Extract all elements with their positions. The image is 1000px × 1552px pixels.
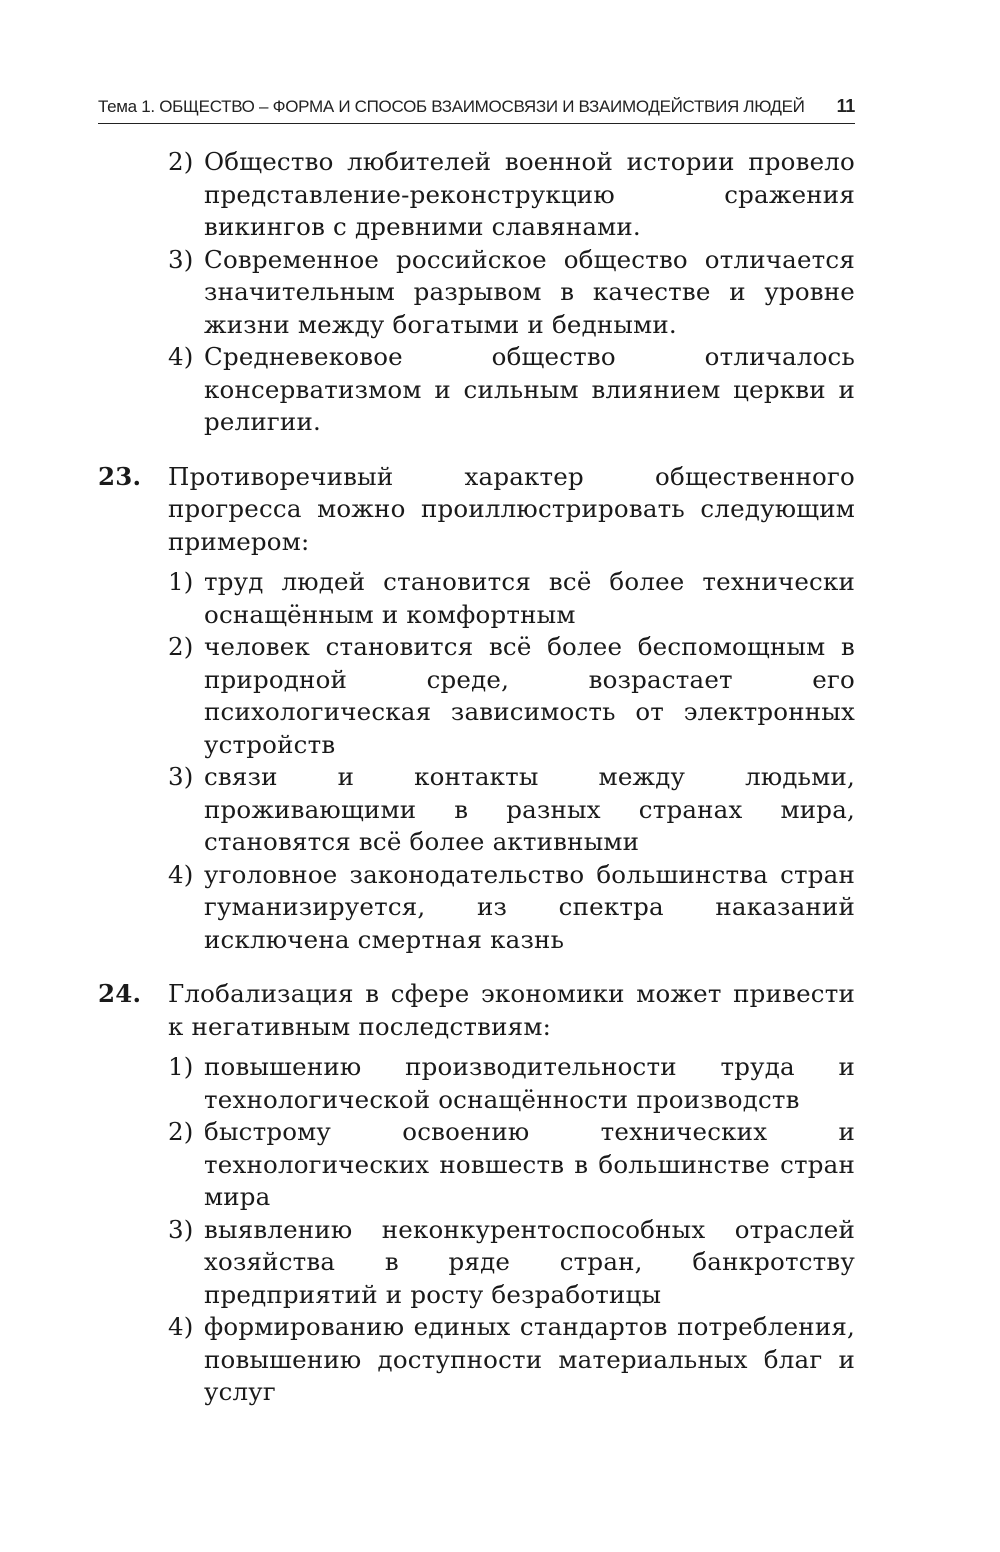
question-23 [98,461,855,957]
page-body [98,146,855,1409]
question-number: 24. [98,979,142,1008]
option-number: 4) [168,342,194,371]
option-number: 2) [168,1117,194,1146]
question-number: 23. [98,461,142,491]
option-text: формированию единых стандартов потребления, повышению доступности материальных благ и услуг [204,1312,855,1406]
option-item [168,859,855,957]
running-header-title: Тема 1. ОБЩЕСТВО – ФОРМА И СПОСОБ ВЗАИМОСВЯЗИ И ВЗАИМОДЕЙСТВИЯ ЛЮДЕЙ [98,97,805,116]
option-text: связи и контакты между людьми, проживающими в разных странах мира, становятся всё более активными [204,762,855,856]
option-item [168,1214,855,1312]
option-text: человек становится всё более беспомощным в природной среде, возрастает его психологическая зависимость от электронных устройств [204,632,855,759]
option-text: труд людей становится всё более технически оснащённым и комфортным [204,567,855,629]
running-header [98,96,855,124]
option-number: 4) [168,859,194,889]
question-text: Противоречивый характер общественного прогресса можно проиллюстрировать следующим примером: [168,461,855,556]
continued-options-list [98,146,855,439]
option-number: 4) [168,1312,194,1341]
question-header [98,978,855,1043]
question-24 [98,978,855,1409]
option-text: Средневековое общество отличалось консерватизмом и сильным влиянием церкви и религии. [204,342,855,436]
option-item [168,1116,855,1214]
option-text: повышению производительности труда и технологической оснащённости производств [204,1052,855,1114]
page-number: 11 [836,96,855,116]
option-number: 2) [168,632,194,661]
option-text: Современное российское общество отличается значительным разрывом в качестве и уровне жизни между богатыми и бедными. [204,244,855,339]
option-item [168,244,855,342]
option-number: 3) [168,244,194,274]
option-item [168,1311,855,1409]
option-text: Общество любителей военной истории провело представление-реконструкцию сражения викингов с древними славянами. [204,147,855,241]
option-item [168,1051,855,1116]
option-text: быстрому освоению технических и технологических новшеств в большинстве стран мира [204,1117,855,1211]
question-header [98,461,855,559]
option-number: 1) [168,567,194,596]
option-item [168,761,855,859]
option-item [168,341,855,439]
option-number: 3) [168,762,194,791]
page [98,96,855,1409]
option-item [168,566,855,631]
option-number: 1) [168,1052,194,1081]
option-item [168,631,855,761]
option-number: 3) [168,1214,194,1244]
option-number: 2) [168,147,194,176]
question-text: Глобализация в сфере экономики может привести к негативным последствиям: [168,979,855,1041]
answer-options-list [98,1051,855,1409]
option-text: выявлению неконкурентоспособных отраслей хозяйства в ряде стран, банкротству предприятий и росту безработицы [204,1214,855,1309]
answer-options-list [98,566,855,956]
option-text: уголовное законодательство большинства стран гуманизируется, из спектра наказаний исключена смертная казнь [204,859,855,954]
option-item [168,146,855,244]
